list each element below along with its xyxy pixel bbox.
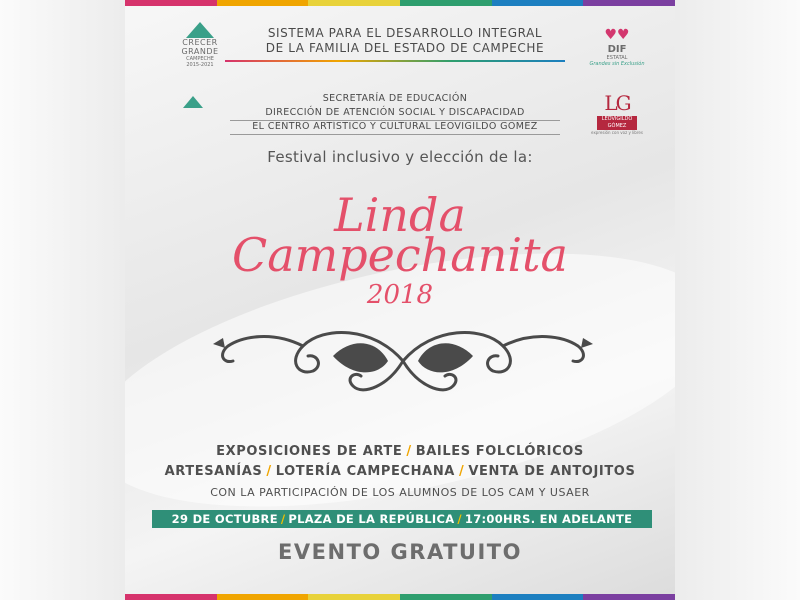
top-color-stripe [125,0,675,6]
dif-logo: ♥♥ DIF ESTATAL Grandes sin Exclusión [589,27,645,67]
event-date: 29 DE OCTUBRE [171,512,278,526]
lg-monogram: LG [604,91,630,115]
crecer-grande-logo: CRECER GRANDE CAMPECHE 2015-2021 [170,22,230,68]
institution-header [240,26,570,56]
right-blur-background [675,0,800,600]
participation-note: CON LA PARTICIPACIÓN DE LOS ALUMNOS DE LOS CAM Y USAER [210,486,590,499]
organizer-line-3: EL CENTRO ARTÍSTICO Y CULTURAL LEOVIGILDO GÓMEZ [252,121,538,132]
title-year: 2018 [366,280,434,310]
organizer-line-1: SECRETARÍA DE EDUCACIÓN [322,93,468,104]
event-time: 17:00HRS. EN ADELANTE [464,512,633,526]
header-line-1: SISTEMA PARA EL DESARROLLO INTEGRAL [267,26,543,40]
hearts-icon: ♥♥ [604,27,630,43]
divider [230,134,560,135]
triangle-icon [183,96,203,108]
activities-row-2: ARTESANÍAS / LOTERÍA CAMPECHANA / VENTA DE ANTOJITOS [164,464,636,479]
bottom-color-stripe [125,594,675,600]
title-line-1: Linda [334,188,466,242]
free-event-label: EVENTO GRATUITO [278,540,522,564]
festival-subtitle: Festival inclusivo y elección de la: [267,148,533,166]
leovigildo-gomez-logo: LG LEOVIGILDO GÓMEZ expresión con voz y libres [591,91,643,135]
scroll-ornament [203,316,603,406]
organizer-line-2: DIRECCIÓN DE ATENCIÓN SOCIAL Y DISCAPACIDAD [265,107,525,118]
header-rule [225,60,565,62]
left-blur-background [0,0,125,600]
divider [230,120,560,121]
event-place: PLAZA DE LA REPÚBLICA [288,512,455,526]
triangle-icon [186,22,214,38]
event-details-band: 29 DE OCTUBRE / PLAZA DE LA REPÚBLICA / 17:00HRS. EN ADELANTE [152,510,652,528]
education-logo [173,96,213,108]
organizers-block [225,92,565,134]
activities-row-1: EXPOSICIONES DE ARTE / BAILES FOLCLÓRICOS [216,444,584,459]
title-line-2: Campechanita [232,228,568,282]
event-poster [125,0,675,600]
header-line-2: DE LA FAMILIA DEL ESTADO DE CAMPECHE [265,41,545,55]
